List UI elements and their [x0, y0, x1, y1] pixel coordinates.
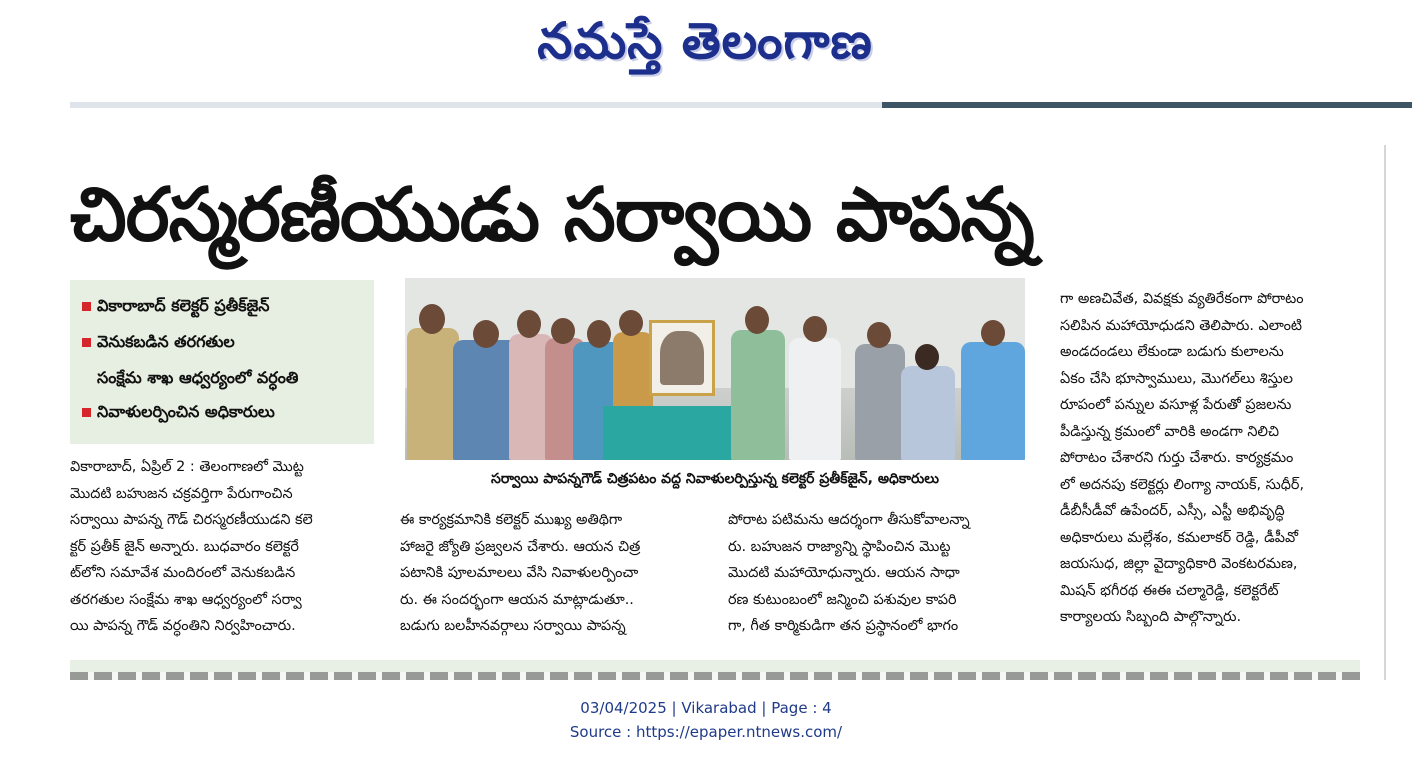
edition-info: 03/04/2025 | Vikarabad | Page : 4	[580, 699, 832, 717]
portrait-frame	[649, 320, 715, 396]
newspaper-logo: నమస్తే తెలంగాణ	[537, 12, 873, 70]
article-column-4: గా అణచివేత, వివక్షకు వ్యతిరేకంగా పోరాటం సలిపిన మహాయోధుడని తెలిపారు. ఎలాంటి అండదండలు లేకుండా బడుగు కులాలను ఏకం చేసి భూస్వాములు, మొగల్‌లు శిస్తుల రూపంలో పన్నుల వసూళ్ల పేరుతో ప్రజలను పీడిస్తున్న క్రమంలో వారికి అండగా నిలిచి పోరాటం చేశారని గుర్తు చేశారు. కార్యక్రమం లో అదనపు కలెక్టర్లు లింగ్యా నాయక్, సుధీర్, డీబీసీడీవో ఉపేందర్, ఎస్సీ, ఎస్టీ అభివృద్ధి అధికారులు మల్లేశం, కమలాకర్ రెడ్డి, డీపీవో జయసుధ, జిల్లా వైద్యాధికారి వెంకటరమణ, మిషన్ భగీరథ ఈఈ చల్మారెడ్డి, కలెక్టరేట్ కార్యాలయ సిబ్బంది పాల్గొన్నారు.	[1060, 291, 1305, 625]
column-divider	[1384, 145, 1386, 680]
article-column-1: వికారాబాద్, ఏప్రిల్ 2 : తెలంగాణలో మొట్ట మొదటి బహుజన చక్రవర్తిగా పేరుగాంచిన సర్వాయి పాపన్న గౌడ్ చిరస్మరణీయుడని కలె క్టర్ ప్రతీక్ జైన్ అన్నారు. బుధవారం కలెక్టరే ట్‌లోని సమావేశ మందిరంలో వెనుకబడిన తరగతుల సంక్షేమ శాఖ ఆధ్వర్యంలో సర్వా యి పాపన్న గౌడ్ వర్ధంతిని నిర్వహించారు.	[70, 459, 313, 634]
tribute-table	[603, 406, 743, 460]
highlight-item: వెనుకబడిన తరగతుల	[82, 332, 235, 355]
masthead	[0, 0, 1412, 100]
masthead-rule-right	[882, 102, 1412, 108]
masthead-rule-left	[70, 102, 882, 108]
next-article-band	[70, 660, 1360, 680]
bullet-marker-icon	[82, 302, 91, 311]
highlights-box	[70, 280, 374, 444]
highlight-item-continued: సంక్షేమ శాఖ ఆధ్వర్యంలో వర్ధంతి	[97, 368, 299, 387]
photo-caption: సర్వాయి పాపన్నగౌడ్ చిత్రపటం వద్ద నివాళులర్పిస్తున్న కలెక్టర్ ప్రతీక్‌జైన్, అధికారులు	[491, 471, 939, 487]
article-column-2: ఈ కార్యక్రమానికి కలెక్టర్ ముఖ్య అతిథిగా హాజరై జ్యోతి ప్రజ్వలన చేశారు. ఆయన చిత్ర పటానికి పూలమాలలు వేసి నివాళులర్పించా రు. ఈ సందర్భంగా ఆయన మాట్లాడుతూ.. బడుగు బలహీనవర్గాలు సర్వాయి పాపన్న	[400, 512, 641, 634]
page-footer	[0, 696, 1412, 744]
article-column-3: పోరాట పటిమను ఆదర్శంగా తీసుకోవాలన్నా రు. బహుజన రాజ్యాన్ని స్థాపించిన మొట్ట మొదటి మహాయోధున్నారు. ఆయన సాధా రణ కుటుంబంలో జన్మించి పశువుల కాపరి గా, గీత కార్మికుడిగా తన ప్రస్థానంలో భాగం	[728, 512, 970, 634]
bullet-marker-icon	[82, 338, 91, 347]
article-headline: చిరస్మరణీయుడు సర్వాయి పాపన్న	[70, 172, 1034, 258]
highlight-item: నివాళులర్పించిన అధికారులు	[82, 402, 275, 425]
bullet-marker-icon	[82, 408, 91, 417]
highlight-item: వికారాబాద్ కలెక్టర్ ప్రతీక్‌జైన్	[82, 296, 270, 319]
source-link[interactable]: Source : https://epaper.ntnews.com/	[569, 723, 843, 741]
news-photo	[405, 278, 1025, 460]
